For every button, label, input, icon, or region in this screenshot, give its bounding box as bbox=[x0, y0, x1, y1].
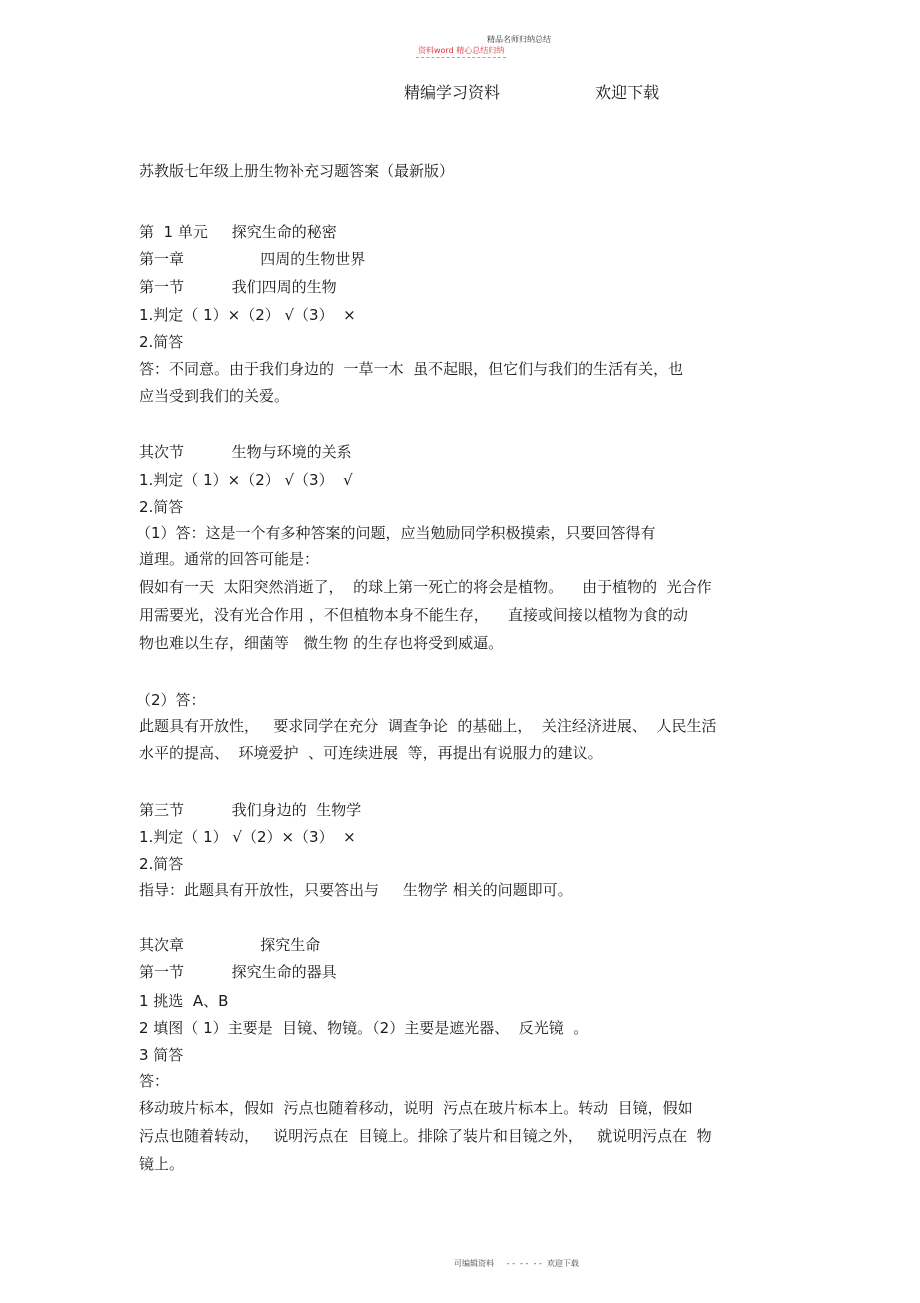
text-line: 用需要光，没有光合作用 ，不但植物本身不能生存， 直接或间接以植物为食的动 bbox=[139, 606, 688, 624]
text-line: 1 挑选 A、B bbox=[139, 992, 229, 1010]
page-header bbox=[404, 80, 659, 103]
header-top-note: 精品名师归纳总结 bbox=[487, 35, 551, 44]
text-line: 第 1 单元 探究生命的秘密 bbox=[139, 223, 337, 241]
text-line: 污点也随着转动， 说明污点在 目镜上。排除了装片和目镜之外， 就说明污点在 物 bbox=[139, 1127, 712, 1145]
text-line: 其次章 探究生命 bbox=[139, 936, 321, 954]
text-line: 2.简答 bbox=[139, 855, 184, 873]
text-line: 第一节 探究生命的器具 bbox=[139, 963, 337, 981]
text-line: 答： bbox=[139, 1072, 170, 1090]
text-line: 1.判定（ 1）×（2） √（3） √ bbox=[139, 471, 353, 489]
text-line: 2 填图（ 1）主要是 目镜、物镜。（2）主要是遮光器、 反光镜 。 bbox=[139, 1019, 589, 1037]
text-line: 此题具有开放性， 要求同学在充分 调查争论 的基础上， 关注经济进展、 人民生活 bbox=[139, 717, 717, 735]
text-line: 水平的提高、 环境爱护 、可连续进展 等，再提出有说服力的建议。 bbox=[139, 744, 603, 762]
document-title: 苏教版七年级上册生物补充习题答案（最新版） bbox=[139, 162, 455, 180]
header-divider bbox=[416, 57, 506, 58]
text-line: 1.判定（ 1） √（2）×（3） × bbox=[139, 828, 356, 846]
header-title-left: 精编学习资料 bbox=[404, 83, 501, 102]
text-line: 2.简答 bbox=[139, 333, 184, 351]
text-line: 指导：此题具有开放性，只要答出与 生物学 相关的问题即可。 bbox=[139, 881, 573, 899]
text-line: 应当受到我们的关爱。 bbox=[139, 387, 290, 405]
text-line: 道理。通常的回答可能是： bbox=[139, 550, 320, 568]
text-line: 1.判定（ 1）×（2） √（3） × bbox=[139, 306, 356, 324]
text-line: 第一节 我们四周的生物 bbox=[139, 278, 337, 296]
text-line: 移动玻片标本，假如 污点也随着移动，说明 污点在玻片标本上。转动 目镜，假如 bbox=[139, 1099, 693, 1117]
text-line: 其次节 生物与环境的关系 bbox=[139, 443, 352, 461]
text-line: 第一章 四周的生物世界 bbox=[139, 250, 366, 268]
page-footer: 可编辑资料 - - - - - - 欢迎下载 bbox=[454, 1259, 579, 1268]
text-line: 镜上。 bbox=[139, 1155, 185, 1173]
header-red-note: 资料word 精心总结归纳 bbox=[418, 46, 505, 55]
text-line: 2.简答 bbox=[139, 498, 184, 516]
text-line: 答：不同意。由于我们身边的 一草一木 虽不起眼，但它们与我们的生活有关，也 bbox=[139, 360, 684, 378]
text-line: （2）答： bbox=[136, 691, 206, 709]
text-line: 假如有一天 太阳突然消逝了， 的球上第一死亡的将会是植物。 由于植物的 光合作 bbox=[139, 578, 712, 596]
text-line: （1）答：这是一个有多种答案的问题，应当勉励同学积极摸索，只要回答得有 bbox=[136, 524, 656, 542]
header-title-right: 欢迎下载 bbox=[595, 83, 660, 102]
text-line: 3 简答 bbox=[139, 1046, 184, 1064]
text-line: 第三节 我们身边的 生物学 bbox=[139, 801, 362, 819]
text-line: 物也难以生存，细菌等 微生物 的生存也将受到威逼。 bbox=[139, 634, 504, 652]
